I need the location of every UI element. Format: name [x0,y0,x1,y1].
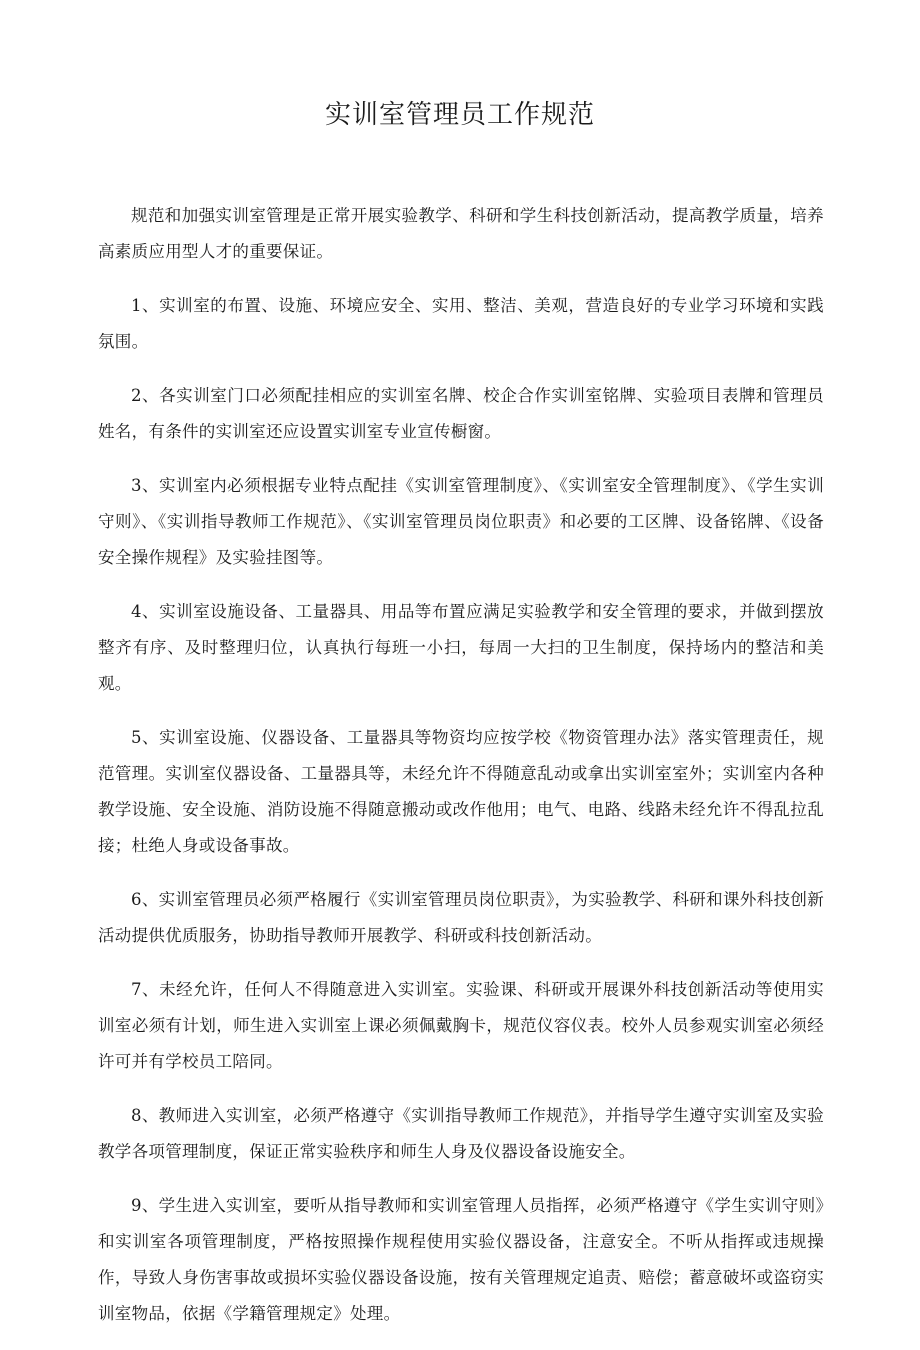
clause-6-paragraph: 6、实训室管理员必须严格履行《实训室管理员岗位职责》，为实验教学、科研和课外科技创新活动提供优质服务，协助指导教师开展教学、科研或科技创新活动。 [98,890,824,945]
page-title: 实训室管理员工作规范 [324,100,595,130]
clause-9-paragraph: 9、学生进入实训室，要听从指导教师和实训室管理人员指挥，必须严格遵守《学生实训守则》和实训室各项管理制度，严格按照操作规程使用实验仪器设备，注意安全。不听从指挥或违规操作，导致人身伤害事故或损坏实验仪器设备设施，按有关管理规定追责、赔偿；蓄意破坏或盗窃实训室物品，依据《学籍管理规定》处理。 [98,1196,824,1323]
clause-7-paragraph: 7、未经允许，任何人不得随意进入实训室。实验课、科研或开展课外科技创新活动等使用实训室必须有计划，师生进入实训室上课必须佩戴胸卡，规范仪容仪表。校外人员参观实训室必须经许可并有学校员工陪同。 [98,980,824,1071]
clause-1-paragraph: 1、实训室的布置、设施、环境应安全、实用、整洁、美观，营造良好的专业学习环境和实践氛围。 [98,296,824,351]
document-body [98,198,824,1350]
intro-paragraph: 规范和加强实训室管理是正常开展实验教学、科研和学生科技创新活动，提高教学质量，培养高素质应用型人才的重要保证。 [98,206,824,261]
clause-3-paragraph: 3、实训室内必须根据专业特点配挂《实训室管理制度》、《实训室安全管理制度》、《学生实训守则》、《实训指导教师工作规范》、《实训室管理员岗位职责》和必要的工区牌、设备铭牌、《设备安全操作规程》及实验挂图等。 [98,476,824,567]
clause-2-paragraph: 2、各实训室门口必须配挂相应的实训室名牌、校企合作实训室铭牌、实验项目表牌和管理员姓名，有条件的实训室还应设置实训室专业宣传橱窗。 [98,386,824,441]
clause-8-paragraph: 8、教师进入实训室，必须严格遵守《实训指导教师工作规范》，并指导学生遵守实训室及实验教学各项管理制度，保证正常实验秩序和师生人身及仪器设备设施安全。 [98,1106,824,1161]
clause-4-paragraph: 4、实训室设施设备、工量器具、用品等布置应满足实验教学和安全管理的要求，并做到摆放整齐有序、及时整理归位，认真执行每班一小扫，每周一大扫的卫生制度，保持场内的整洁和美观。 [98,602,824,693]
clause-5-paragraph: 5、实训室设施、仪器设备、工量器具等物资均应按学校《物资管理办法》落实管理责任，规范管理。实训室仪器设备、工量器具等，未经允许不得随意乱动或拿出实训室室外；实训室内各种教学设施、安全设施、消防设施不得随意搬动或改作他用；电气、电路、线路未经允许不得乱拉乱接；杜绝人身或设备事故。 [98,728,824,855]
